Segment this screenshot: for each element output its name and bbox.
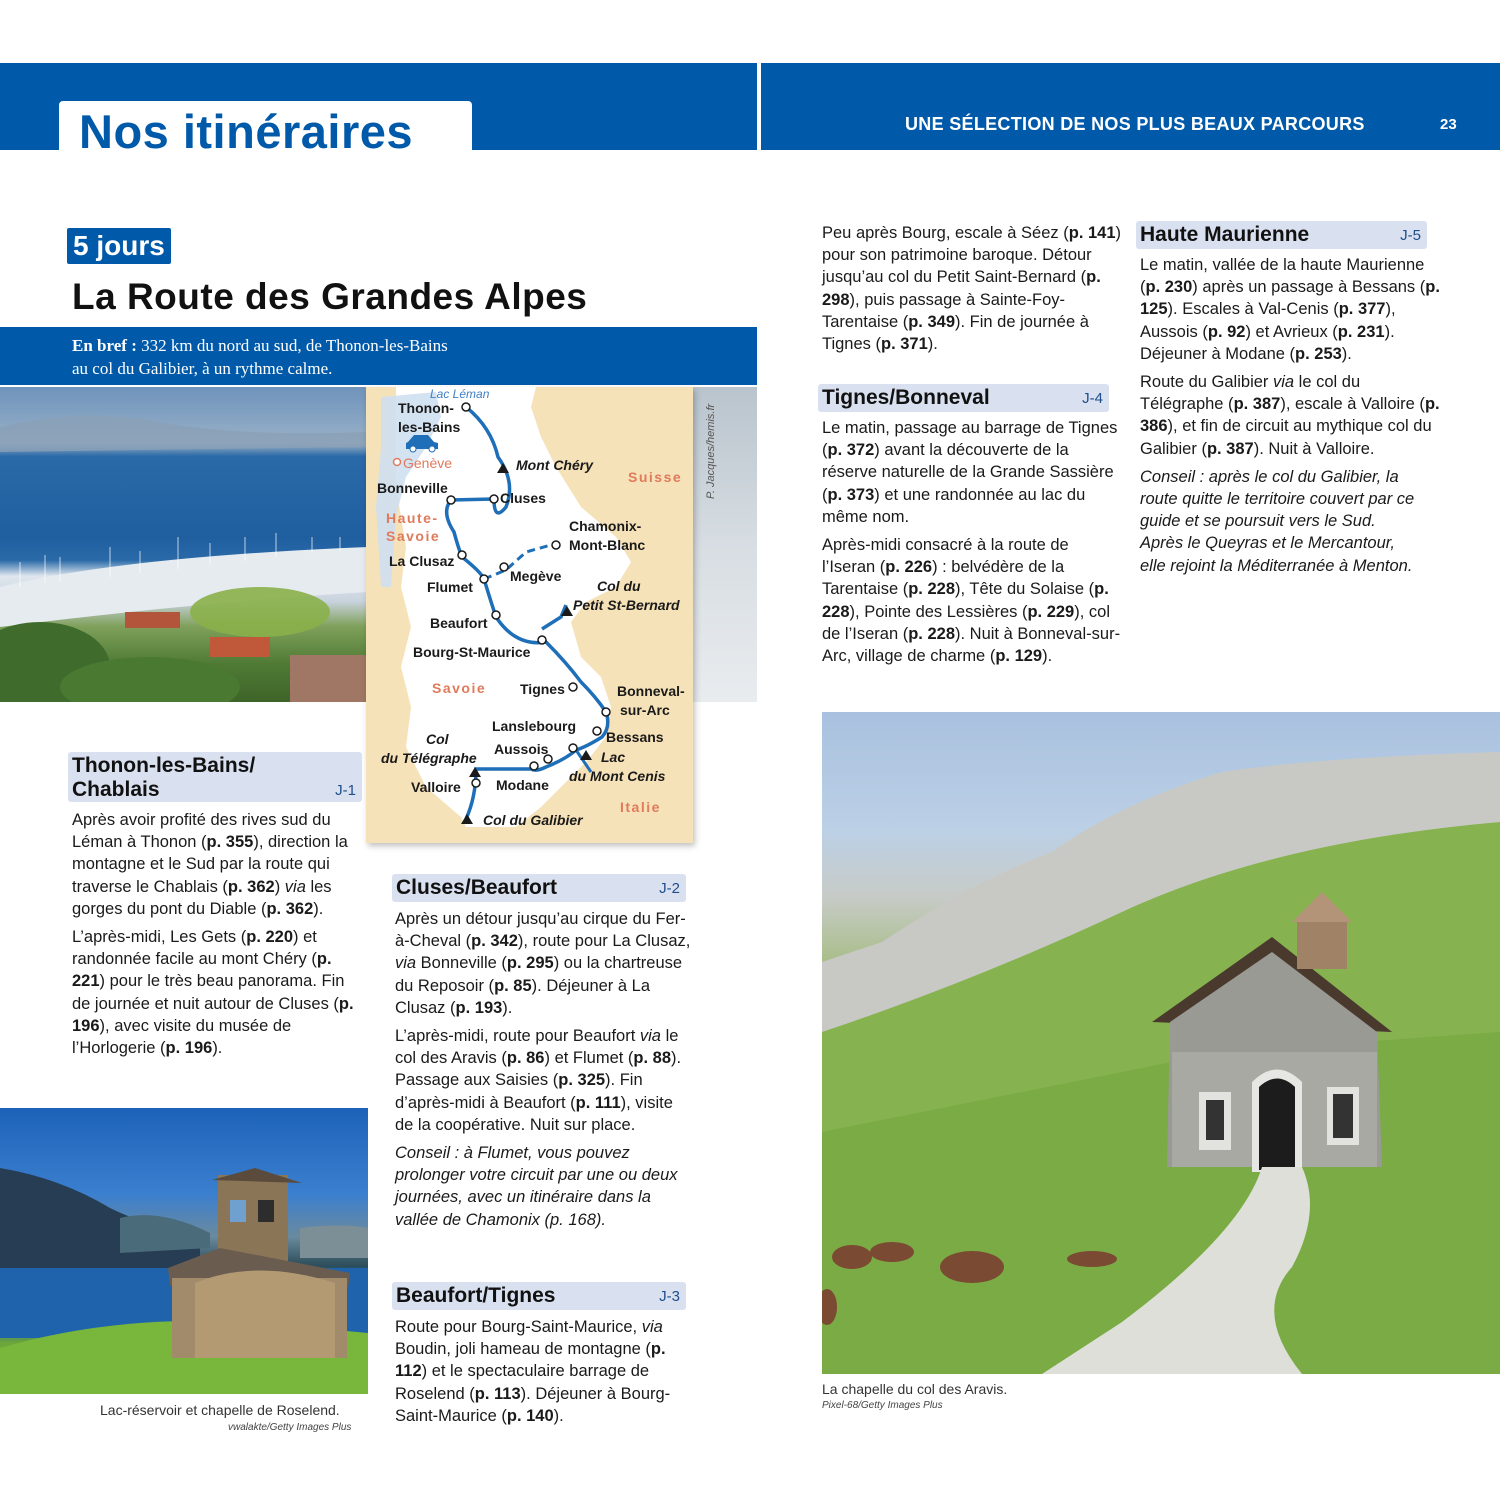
section-title-j1-line1: Thonon-les-Bains/ [72,754,256,777]
map-label-thonon: Thonon- [398,400,454,416]
photo-lake-leman [0,387,368,702]
map-label-beaufort: Beaufort [430,615,488,631]
map-label-bourg-st-maurice: Bourg-St-Maurice [413,644,531,660]
text-j1 [72,809,367,1065]
roselend-chapel-scene-icon [0,1108,368,1394]
map-region-savoie: Savoie [432,680,487,696]
aravis-chapel-scene-icon [822,712,1500,1374]
map-label-geneve: Genève [403,455,453,471]
photo-roselend [0,1108,368,1394]
map-label-bonneville: Bonneville [377,480,448,496]
map-label-les-bains: les-Bains [398,419,461,435]
credit-aravis: Pixel-68/Getty Images Plus [822,1400,943,1411]
map-label-petit-st-bernard: Petit St-Bernard [573,597,680,613]
day-label-j2: J-2 [659,880,680,897]
map-label-sur-arc: sur-Arc [620,702,670,718]
tip-j2: Conseil : à Flumet, vous pouvez prolonger votre circuit par une ou deux journées, avec un itinéraire dans la vallée de Chamonix (p. 168). [395,1144,678,1229]
map-label-mont-cenis: du Mont Cenis [569,768,666,784]
paragraph-j3-2: Peu après Bourg, escale à Séez (p. 141) pour son patrimoine baroque. Détour jusqu’au col du Petit Saint-Bernard (p. 298), puis passage à Sainte-Foy-Tarentaise (p. 349). Fin de journée à Tignes (p. 371). [822,224,1122,354]
section-title-j4: Tignes/Bonneval [822,386,990,409]
map-label-la-clusaz: La Clusaz [389,553,455,569]
section-header-j4 [818,384,1109,412]
section-title: Nos itinéraires [79,105,414,158]
paragraph-j5-1: Le matin, vallée de la haute Maurienne (p. 230) après un passage à Bessans (p. 125). Escales à Val-Cenis (p. 377), Aussois (p. 92) et Avrieux (p. 231). Déjeuner à Modane (p. 253). [1140,256,1440,363]
section-title-j3: Beaufort/Tignes [396,1284,556,1307]
text-j4 [822,417,1122,673]
map-label-lac: Lac [601,749,626,765]
header-band-right [761,63,1500,150]
summary-label: En bref : [72,336,137,355]
map-label-mont-blanc: Mont-Blanc [569,537,646,553]
paragraph-j4-2: Après-midi consacré à la route de l’Iseran (p. 226) : belvédère de la Tarentaise (p. 228), Tête du Solaise (p. 228), Pointe des Lessières (p. 229), col de l’Iseran (p. 228). Nuit à Bonneval-sur-Arc, village de charme (p. 129). [822,536,1121,666]
map-region-suisse: Suisse [628,469,683,485]
map-label-bessans: Bessans [606,729,664,745]
section-title-j1-line2: Chablais [72,778,160,801]
caption-roselend: Lac-réservoir et chapelle de Roselend. [100,1402,340,1418]
map-photo-credit: P. Jacques/hemis.fr [705,403,717,499]
map-region-italie: Italie [620,799,661,815]
map-label-col-du: Col du [597,578,641,594]
map-label-telegraphe: du Télégraphe [381,750,477,766]
paragraph-j3-1: Route pour Bourg-Saint-Maurice, via Boudin, joli hameau de montagne (p. 112) et le spectaculaire barrage de Roselend (p. 113). Déjeuner à Bourg-Saint-Maurice (p. 140). [395,1318,671,1425]
credit-roselend: vwalakte/Getty Images Plus [228,1422,352,1433]
map-label-mont-chery: Mont Chéry [516,457,593,473]
map-label-cluses: Cluses [500,490,546,506]
map-label-tignes: Tignes [520,681,565,697]
section-title-j2: Cluses/Beaufort [396,876,558,899]
map-region-haute: Haute- [386,510,439,526]
map-label-aussois: Aussois [494,741,549,757]
caption-aravis: La chapelle du col des Aravis. [822,1381,1008,1397]
day-label-j4: J-4 [1082,390,1103,407]
map-label-lanslebourg: Lanslebourg [492,718,577,734]
duration-badge: 5 jours [67,228,171,264]
marina-scene-icon [0,387,368,702]
section-header-j1 [68,752,362,802]
day-label-j1: J-1 [335,782,356,799]
map-label-valloire: Valloire [411,779,461,795]
map-label-bonneval: Bonneval- [617,683,685,699]
text-j5 [1140,254,1440,583]
tip-j5: Conseil : après le col du Galibier, la route quitte le territoire couvert par ce guide et se poursuit vers le Sud. Après le Queyras et le Mercantour, elle rejoint la Méditerranée à Menton. [1140,467,1415,575]
section-header-j2 [392,874,686,902]
day-label-j5: J-5 [1400,227,1421,244]
map-label-chamonix: Chamonix- [569,518,642,534]
running-head: UNE SÉLECTION DE NOS PLUS BEAUX PARCOURS [905,114,1365,134]
section-title-j5: Haute Maurienne [1140,223,1310,246]
paragraph-j1-2: L’après-midi, Les Gets (p. 220) et randonnée facile au mont Chéry (p. 221) pour le très beau panorama. Fin de journée et nuit autour de Cluses (p. 196), avec visite du musée de l’Horlogerie (p. 196). [72,928,354,1058]
map-label-flumet: Flumet [427,579,473,595]
page-number: 23 [1440,116,1457,133]
text-j3 [395,1316,695,1433]
text-j3-continued [822,222,1122,361]
route-map [366,387,693,843]
paragraph-j2-1: Après un détour jusqu’au cirque du Fer-à-Cheval (p. 342), route pour La Clusaz, via Bonneville (p. 295) ou la chartreuse du Reposoir (p. 85). Déjeuner à La Clusaz (p. 193). [395,910,691,1017]
day-label-j3: J-3 [659,1288,680,1305]
photo-col-des-aravis [822,712,1500,1374]
map-region-savoie-haute: Savoie [386,528,441,544]
section-header-j3 [392,1282,686,1310]
map-label-lac-leman: Lac Léman [430,387,490,401]
section-header-j5 [1136,221,1427,249]
map-label-col-du-galibier: Col du Galibier [483,812,583,828]
paragraph-j5-2: Route du Galibier via le col du Télégraphe (p. 387), escale à Valloire (p. 386), et fin de circuit au mythique col du Galibier (p. 387). Nuit à Valloire. [1140,373,1440,458]
paragraph-j4-1: Le matin, passage au barrage de Tignes (p. 372) avant la découverte de la réserve naturelle de la Grande Sassière (p. 373) et une randonnée au lac du même nom. [822,419,1118,526]
map-label-megeve: Megève [510,568,562,584]
text-j2 [395,908,695,1237]
map-label-modane: Modane [496,777,549,793]
paragraph-j1-1: Après avoir profité des rives sud du Léman à Thonon (p. 355), direction la montagne et le Sud par la route qui traverse le Chablais (p. 362) via les gorges du pont du Diable (p. 362). [72,811,348,918]
map-label-col: Col [426,731,449,747]
summary-text: En bref : 332 km du nord au sud, de Thonon-les-Bains au col du Galibier, à un rythme calme. [72,336,448,378]
route-title: La Route des Grandes Alpes [72,276,588,317]
paragraph-j2-2: L’après-midi, route pour Beaufort via le col des Aravis (p. 86) et Flumet (p. 88). Passage aux Saisies (p. 325). Fin d’après-midi à Beaufort (p. 111), visite de la coopérative. Nuit sur place. [395,1027,682,1134]
